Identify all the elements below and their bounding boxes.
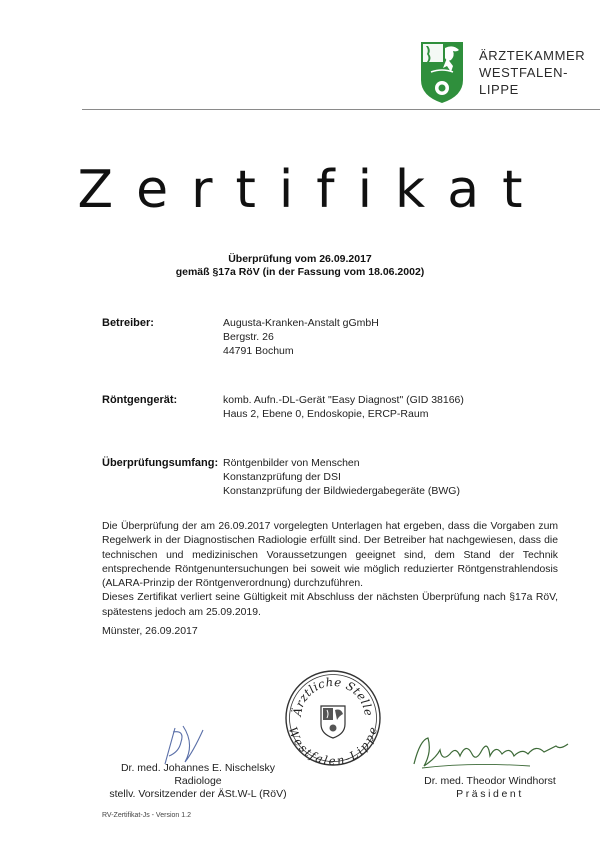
organization-name	[479, 47, 600, 98]
umfang-line: Konstanzprüfung der Bildwiedergabegeräte (BWG)	[223, 485, 460, 497]
signature-right	[402, 775, 578, 801]
seal-top-text: Ärztliche Stelle	[289, 674, 377, 718]
page-title: Zertifikat	[77, 160, 546, 220]
signature-left	[100, 762, 296, 801]
body-paragraph-2: Dieses Zertifikat verliert seine Gültigkeit mit Abschluss der nächsten Überprüfung nach §17a RöV, spätestens jedoch am 25.09.2019.	[102, 592, 558, 618]
umfang-value	[223, 456, 460, 498]
betreiber-line: 44791 Bochum	[223, 345, 294, 357]
signer-role-left: Radiologe	[174, 775, 222, 787]
document-version: RV-Zertifikat-Js - Version 1.2	[102, 812, 191, 819]
subtitle-line-2: gemäß §17a RöV (in der Fassung vom 18.06.2002)	[175, 266, 425, 278]
signer-role2-left: stellv. Vorsitzender der ÄSt.W-L (RöV)	[109, 788, 287, 800]
official-seal	[283, 668, 383, 768]
body-paragraph-1: Die Überprüfung der am 26.09.2017 vorgelegten Unterlagen hat ergeben, dass die Vorgaben zum Regelwerk in der Diagnostischen Radiologie erfüllt sind. Der Betreiber hat nachgewiesen, dass die technischen und medizinischen Voraussetzungen geeignet sind, dem Stand der Technik entsprechende Röntgenuntersuchungen bei soweit wie möglich reduzierter Röntgenstrahlendosis (ALARA-Prinzip der Röntgenverordnung) durchzuführen.	[102, 521, 558, 590]
seal-bottom-text: Westfalen-Lippe	[285, 725, 381, 768]
umfang-label: Überprüfungsumfang:	[102, 457, 219, 469]
geraet-value	[223, 393, 464, 421]
eagle-horse-crest-icon	[417, 38, 467, 106]
place-date: Münster, 26.09.2017	[102, 625, 198, 637]
betreiber-line: Augusta-Kranken-Anstalt gGmbH	[223, 317, 379, 329]
body-text	[102, 520, 558, 620]
org-line-1: ÄRZTEKAMMER	[479, 48, 586, 63]
signer-name-left: Dr. med. Johannes E. Nischelsky	[120, 762, 276, 774]
subtitle-line-1: Überprüfung vom 26.09.2017	[228, 253, 372, 265]
betreiber-line: Bergstr. 26	[223, 331, 274, 343]
umfang-line: Röntgenbilder von Menschen	[223, 457, 360, 469]
org-line-2: WESTFALEN-LIPPE	[479, 65, 569, 97]
geraet-line: Haus 2, Ebene 0, Endoskopie, ERCP-Raum	[223, 408, 429, 420]
signature-scribble-right	[410, 732, 575, 774]
betreiber-label: Betreiber:	[102, 317, 154, 329]
seal-crest-icon	[321, 706, 345, 738]
geraet-label: Röntgengerät:	[102, 394, 178, 406]
header-divider	[82, 109, 600, 110]
betreiber-value	[223, 316, 379, 358]
umfang-line: Konstanzprüfung der DSI	[223, 471, 341, 483]
geraet-line: komb. Aufn.-DL-Gerät "Easy Diagnost" (GID 38166)	[223, 394, 464, 406]
signer-role-right: Präsident	[456, 788, 524, 800]
signer-name-right: Dr. med. Theodor Windhorst	[424, 775, 556, 787]
